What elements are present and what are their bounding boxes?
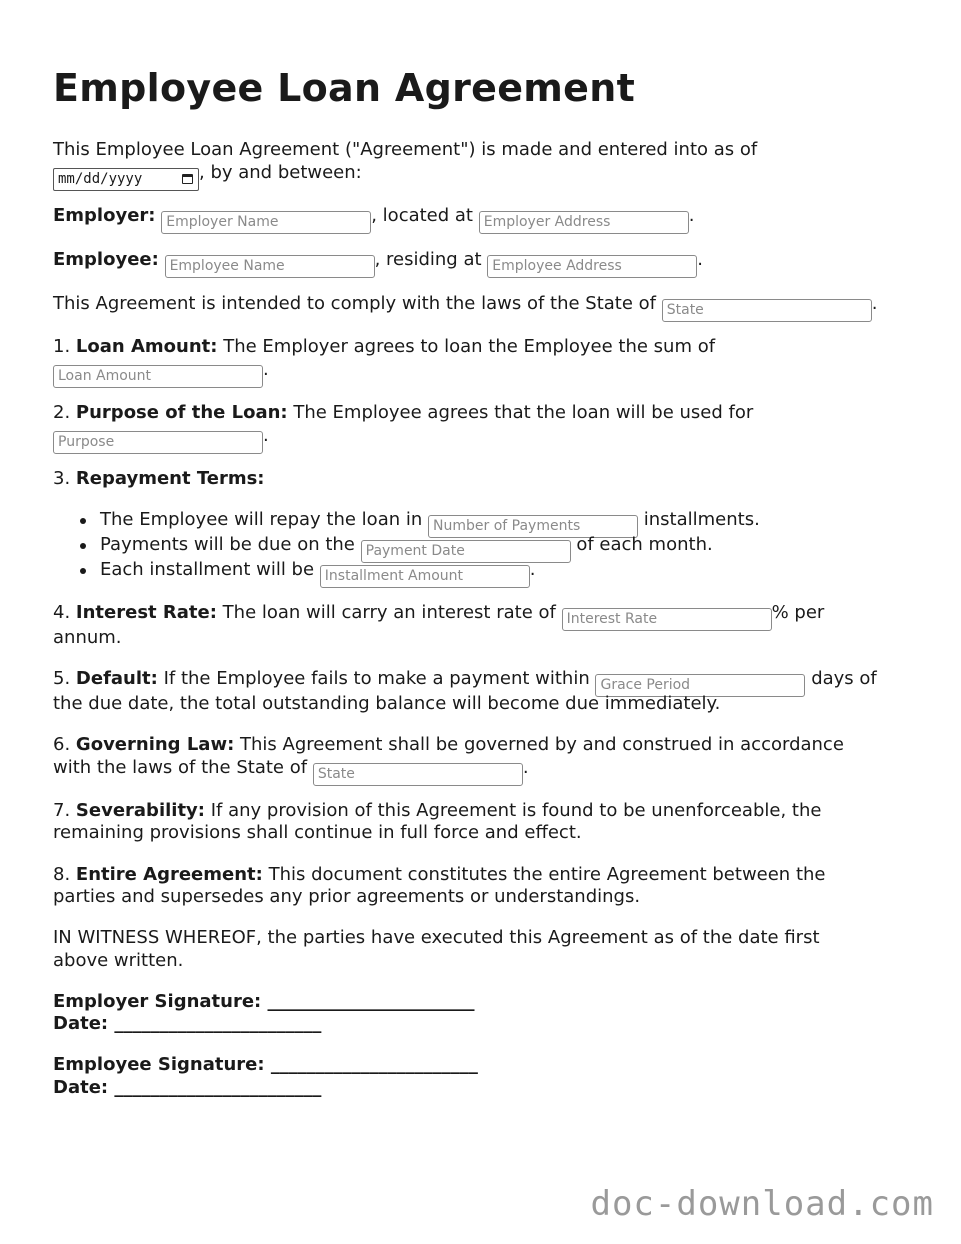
employee-date-line: Date: _______________________ bbox=[53, 1077, 322, 1098]
bullet-dot bbox=[80, 518, 86, 524]
employee-address-input[interactable] bbox=[487, 255, 697, 278]
installment-amount-input[interactable] bbox=[320, 565, 530, 588]
page-title: Employee Loan Agreement bbox=[53, 66, 636, 110]
list-item: Payments will be due on the Payment Date of each month. bbox=[100, 534, 713, 563]
purpose-line1: 2. Purpose of the Loan: The Employee agrees that the loan will be used for bbox=[53, 402, 754, 423]
witness-line1: IN WITNESS WHEREOF, the parties have executed this Agreement as of the date first bbox=[53, 927, 820, 948]
default-line2: the due date, the total outstanding balance will become due immediately. bbox=[53, 693, 721, 714]
watermark: doc-download.com bbox=[590, 1184, 934, 1224]
intro-line2: mm/dd/yyyy , by and between: bbox=[53, 162, 362, 191]
employer-address-input[interactable] bbox=[479, 211, 689, 234]
compliance-state-input[interactable] bbox=[662, 299, 872, 322]
intro-line1: This Employee Loan Agreement ("Agreement") is made and entered into as of bbox=[53, 139, 758, 160]
employer-date-line: Date: _______________________ bbox=[53, 1013, 322, 1034]
employee-line: Employee: Employee Name , residing at Employee Address . bbox=[53, 249, 703, 278]
list-item: The Employee will repay the loan in Number of Payments installments. bbox=[100, 509, 760, 538]
employee-signature-line: Employee Signature: _______________________ bbox=[53, 1054, 478, 1075]
interest-line2: annum. bbox=[53, 627, 122, 648]
interest-rate-input[interactable] bbox=[562, 608, 772, 631]
loan-amount-line1: 1. Loan Amount: The Employer agrees to loan the Employee the sum of bbox=[53, 336, 716, 357]
governing-line1: 6. Governing Law: This Agreement shall be governed by and construed in accordance bbox=[53, 734, 844, 755]
default-line1: 5. Default: If the Employee fails to make a payment within Grace Period days of bbox=[53, 668, 877, 697]
loan-amount-line2: Loan Amount. bbox=[53, 359, 269, 388]
bullet-dot bbox=[80, 568, 86, 574]
calendar-icon[interactable] bbox=[182, 174, 193, 184]
bullet-dot bbox=[80, 543, 86, 549]
employee-name-input[interactable] bbox=[165, 255, 375, 278]
severability-line1: 7. Severability: If any provision of this Agreement is found to be unenforceable, the bbox=[53, 800, 822, 821]
witness-line2: above written. bbox=[53, 950, 184, 971]
employer-line: Employer: Employer Name , located at Employer Address . bbox=[53, 205, 694, 234]
loan-amount-input[interactable] bbox=[53, 365, 263, 388]
entire-line1: 8. Entire Agreement: This document constitutes the entire Agreement between the bbox=[53, 864, 826, 885]
compliance-line: This Agreement is intended to comply with the laws of the State of State . bbox=[53, 293, 877, 322]
employer-name-input[interactable] bbox=[161, 211, 371, 234]
purpose-input[interactable] bbox=[53, 431, 263, 454]
governing-line2: with the laws of the State of State . bbox=[53, 757, 529, 786]
agreement-date-input[interactable]: mm/dd/yyyy bbox=[53, 168, 199, 191]
severability-line2: remaining provisions shall continue in full force and effect. bbox=[53, 822, 582, 843]
interest-line1: 4. Interest Rate: The loan will carry an interest rate of Interest Rate % per bbox=[53, 602, 824, 631]
entire-line2: parties and supersedes any prior agreements or understandings. bbox=[53, 886, 641, 907]
purpose-line2: Purpose. bbox=[53, 425, 269, 454]
repayment-heading: 3. Repayment Terms: bbox=[53, 468, 265, 489]
governing-state-input[interactable] bbox=[313, 763, 523, 786]
employer-signature-line: Employer Signature: _______________________ bbox=[53, 991, 475, 1012]
list-item: Each installment will be Installment Amount . bbox=[100, 559, 536, 588]
